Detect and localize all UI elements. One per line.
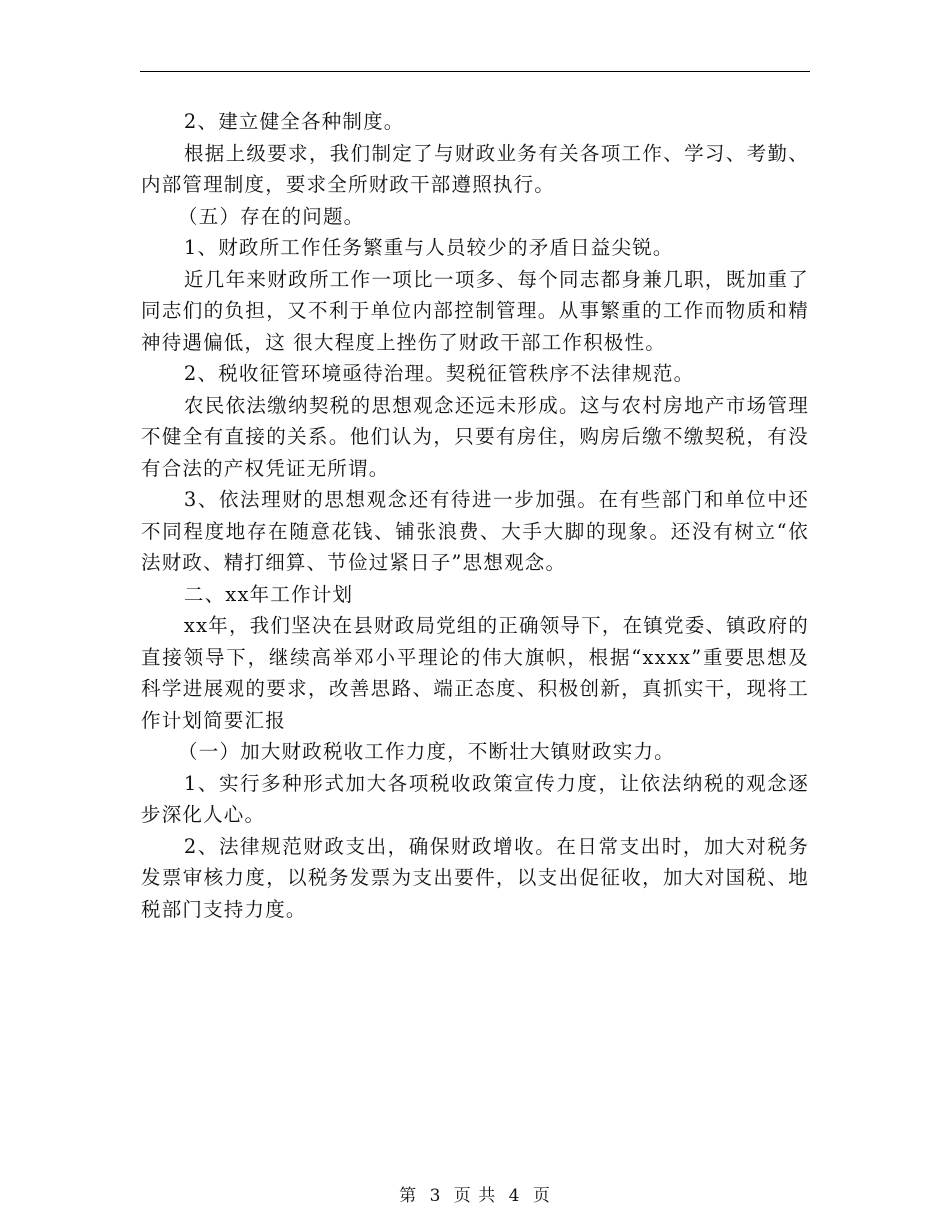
section-heading-fiscal-tax: （一）加大财政税收工作力度，不断壮大镇财政实力。 <box>178 740 675 763</box>
paragraph-12: 1、实行多种形式加大各项税收政策宣传力度，让依法纳税的观念逐步深化人心。 <box>141 771 809 826</box>
paragraph-5: 近几年来财政所工作一项比一项多、每个同志都身兼几职，既加重了同志们的负担，又不利于单位内部控制管理。从事繁重的工作而物质和精神待遇偏低，这 很大程度上挫伤了财政干部工作积极性。 <box>141 267 809 354</box>
footer-middle: 页 共 <box>453 1186 497 1206</box>
section-heading-work-plan: 二、xx年工作计划 <box>183 582 354 606</box>
footer-suffix: 页 <box>532 1186 551 1206</box>
paragraph-10: xx年，我们坚决在县财政局党组的正确领导下，在镇党委、镇政府的直接领导下，继续高举邓小平理论的伟大旗帜，根据“xxxx”重要思想及科学进展观的要求，改善思路、端正态度、积极创新，真抓实干，现将工作计划简要汇报 <box>141 614 809 732</box>
footer-current-page: 3 <box>429 1186 442 1206</box>
header-rule <box>140 71 810 72</box>
paragraph-6: 2、税收征管环境亟待治理。契税征管秩序不法律规范。 <box>183 362 695 385</box>
paragraph-1: 2、建立健全各种制度。 <box>183 110 405 133</box>
paragraph-8: 3、依法理财的思想观念还有待进一步加强。在有些部门和单位中还不同程度地存在随意花钱、铺张浪费、大手大脚的现象。还没有树立“依法财政、精打细算、节俭过紧日子”思想观念。 <box>141 488 809 574</box>
section-heading-problems: （五）存在的问题。 <box>178 204 365 228</box>
page-footer <box>0 1184 950 1208</box>
footer-total-pages: 4 <box>508 1186 521 1206</box>
footer-prefix: 第 <box>399 1186 418 1206</box>
paragraph-13: 2、法律规范财政支出，确保财政增收。在日常支出时，加大对税务发票审核力度，以税务发票为支出要件，以支出促征收，加大对国税、地税部门支持力度。 <box>141 834 809 921</box>
document-body <box>141 106 809 925</box>
paragraph-4: 1、财政所工作任务繁重与人员较少的矛盾日益尖锐。 <box>183 236 674 259</box>
paragraph-7: 农民依法缴纳契税的思想观念还远未形成。这与农村房地产市场管理不健全有直接的关系。他们认为，只要有房住，购房后缴不缴契税，有没有合法的产权凭证无所谓。 <box>141 393 809 480</box>
paragraph-2: 根据上级要求，我们制定了与财政业务有关各项工作、学习、考勤、内部管理制度，要求全所财政干部遵照执行。 <box>141 141 809 196</box>
